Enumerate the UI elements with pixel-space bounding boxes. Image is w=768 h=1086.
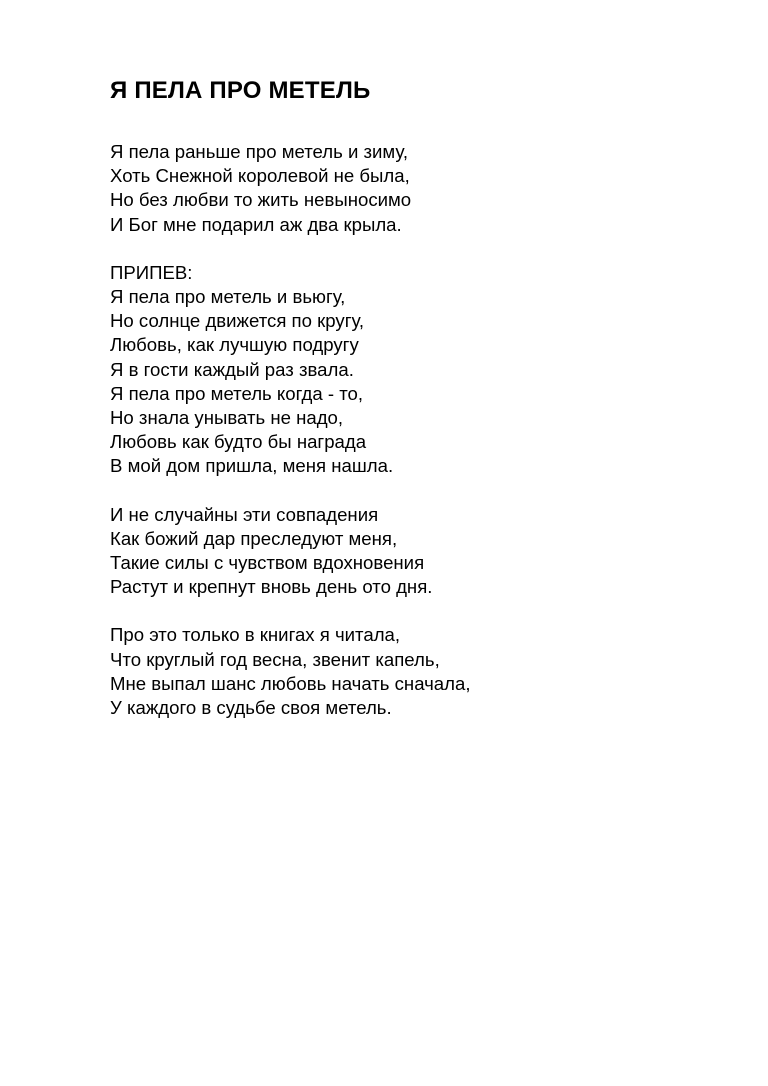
lyric-line: Про это только в книгах я читала, <box>110 624 401 646</box>
verse-1 <box>110 140 670 237</box>
lyric-line: Но без любви то жить невыносимо <box>110 189 412 211</box>
lyric-line: И Бог мне подарил аж два крыла. <box>110 213 402 235</box>
song-title: Я ПЕЛА ПРО МЕТЕЛЬ <box>110 77 371 104</box>
lyric-line: Такие силы с чувством вдохновения <box>110 552 425 574</box>
lyric-line: Я пела раньше про метель и зиму, <box>110 141 409 162</box>
lyric-line: Хоть Снежной королевой не была, <box>110 165 410 187</box>
lyric-line: Что круглый год весна, звенит капель, <box>110 648 440 670</box>
lyric-line: Но знала унывать не надо, <box>110 407 344 429</box>
chorus-label: ПРИПЕВ: <box>110 261 193 283</box>
lyrics-body <box>110 140 670 744</box>
lyric-line: И не случайны эти совпадения <box>110 503 379 525</box>
lyric-line: Я пела про метель и вьюгу, <box>110 286 346 308</box>
lyric-line: Как божий дар преследуют меня, <box>110 527 398 549</box>
lyric-line: У каждого в судьбе своя метель. <box>110 697 392 719</box>
lyric-line: Но солнце движется по кругу, <box>110 310 365 332</box>
lyric-line: Мне выпал шанс любовь начать сначала, <box>110 672 471 694</box>
verse-2 <box>110 503 670 600</box>
lyric-line: Я в гости каждый раз звала. <box>110 358 354 380</box>
verse-3 <box>110 623 670 720</box>
lyric-line: В мой дом пришла, меня нашла. <box>110 455 394 477</box>
lyric-line: Я пела про метель когда - то, <box>110 382 364 404</box>
lyric-line: Любовь как будто бы награда <box>110 431 367 453</box>
chorus <box>110 261 670 479</box>
lyric-line: Любовь, как лучшую подругу <box>110 334 359 356</box>
lyric-line: Растут и крепнут вновь день ото дня. <box>110 576 433 598</box>
